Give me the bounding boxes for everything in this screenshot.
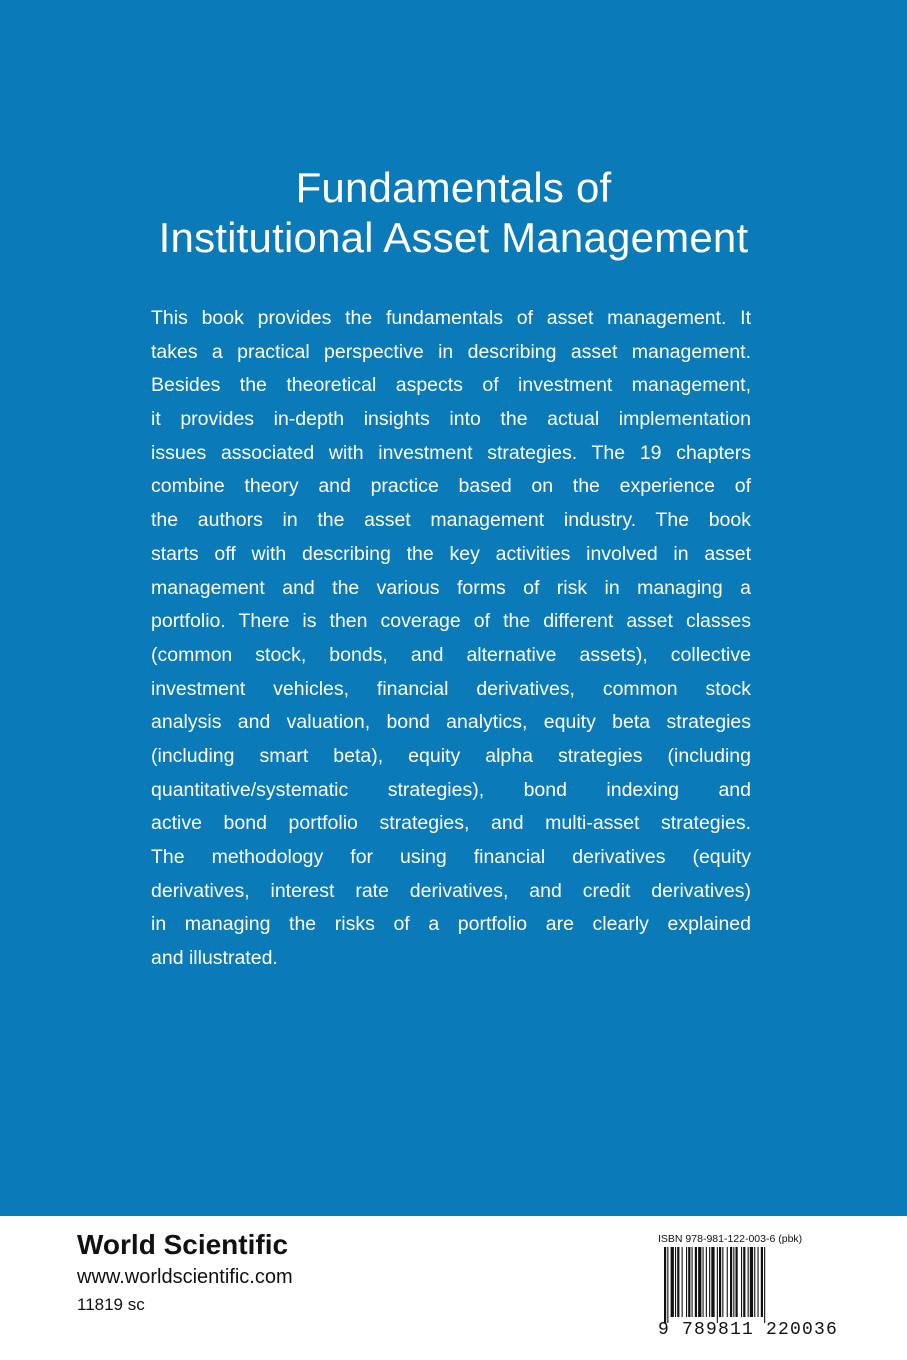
barcode-bar — [754, 1247, 755, 1317]
isbn-label: ISBN 978-981-122-003-6 (pbk) — [658, 1233, 803, 1245]
barcode-bar — [686, 1247, 687, 1317]
barcode-bar — [748, 1247, 749, 1317]
description-line: analysis and valuation, bond analytics, equity beta strategies — [151, 711, 751, 734]
barcode-bar — [706, 1247, 707, 1317]
barcode-bar — [730, 1247, 732, 1317]
description-line: portfolio. There is then coverage of the different asset classes — [151, 610, 751, 633]
description-line: (common stock, bonds, and alternative assets), collective — [151, 643, 751, 666]
description-line: quantitative/systematic strategies), bond indexing and — [151, 778, 751, 801]
isbn-barcode — [658, 1233, 839, 1345]
barcode-bar — [703, 1247, 704, 1317]
publisher-url: www.worldscientific.com — [77, 1266, 293, 1288]
barcode-bar — [664, 1247, 666, 1323]
description-line: investment vehicles, financial derivatives, common stock — [151, 677, 751, 700]
barcode-bar — [698, 1247, 701, 1317]
description-line: the authors in the asset management industry. The book — [151, 509, 751, 532]
description-line: Besides the theoretical aspects of investment management, — [151, 374, 751, 397]
description-line: combine theory and practice based on the experience of — [151, 475, 751, 498]
barcode-bar — [692, 1247, 693, 1317]
barcode-bar — [667, 1247, 668, 1323]
barcode-bar — [741, 1247, 742, 1317]
description-line: active bond portfolio strategies, and multi-asset strategies. — [151, 812, 751, 835]
barcode-bar — [682, 1247, 683, 1317]
publisher-info — [77, 1229, 293, 1317]
book-description — [151, 302, 751, 976]
barcode-bar — [750, 1247, 753, 1317]
description-line: This book provides the fundamentals of asset management. It — [151, 307, 751, 329]
barcode-bar — [711, 1247, 714, 1317]
barcode-bar — [709, 1247, 710, 1317]
barcode-bar — [758, 1247, 759, 1317]
barcode-bar — [688, 1247, 690, 1317]
title-line-2: Institutional Asset Management — [158, 214, 749, 261]
description-line: and illustrated. — [151, 947, 278, 970]
barcode-bar — [727, 1247, 728, 1317]
barcode-bar — [736, 1247, 738, 1317]
barcode-bar — [671, 1247, 674, 1317]
description-line: it provides in-depth insights into the actual implementation — [151, 408, 751, 431]
barcode-bar — [733, 1247, 734, 1317]
description-line: starts off with describing the key activities involved in asset — [151, 542, 751, 565]
barcode-bar — [719, 1247, 721, 1317]
publisher-name: World Scientific — [77, 1229, 289, 1260]
barcode-bar — [695, 1247, 697, 1317]
description-line: (including smart beta), equity alpha strategies (including — [151, 744, 751, 767]
barcode-bar — [764, 1247, 765, 1323]
barcode-bar — [743, 1247, 745, 1317]
catalog-code: 11819 sc — [77, 1295, 145, 1314]
barcode-bar — [761, 1247, 763, 1317]
barcode-bar — [675, 1247, 676, 1317]
description-line: The methodology for using financial derivatives (equity — [151, 846, 751, 868]
book-title — [0, 163, 907, 263]
description-line: management and the various forms of risk in managing a — [151, 576, 751, 599]
description-line: derivatives, interest rate derivatives, and credit derivatives) — [151, 879, 751, 902]
barcode-icon — [658, 1247, 810, 1323]
barcode-bar — [677, 1247, 679, 1317]
title-line-1: Fundamentals of — [295, 164, 612, 211]
description-line: issues associated with investment strategies. The 19 chapters — [151, 441, 751, 464]
barcode-bar — [722, 1247, 723, 1317]
description-line: takes a practical perspective in describing asset management. — [151, 340, 751, 363]
barcode-digits: 9 789811 220036 — [658, 1320, 839, 1340]
description-line: in managing the risks of a portfolio are clearly explained — [151, 913, 751, 936]
barcode-bar — [717, 1247, 718, 1323]
